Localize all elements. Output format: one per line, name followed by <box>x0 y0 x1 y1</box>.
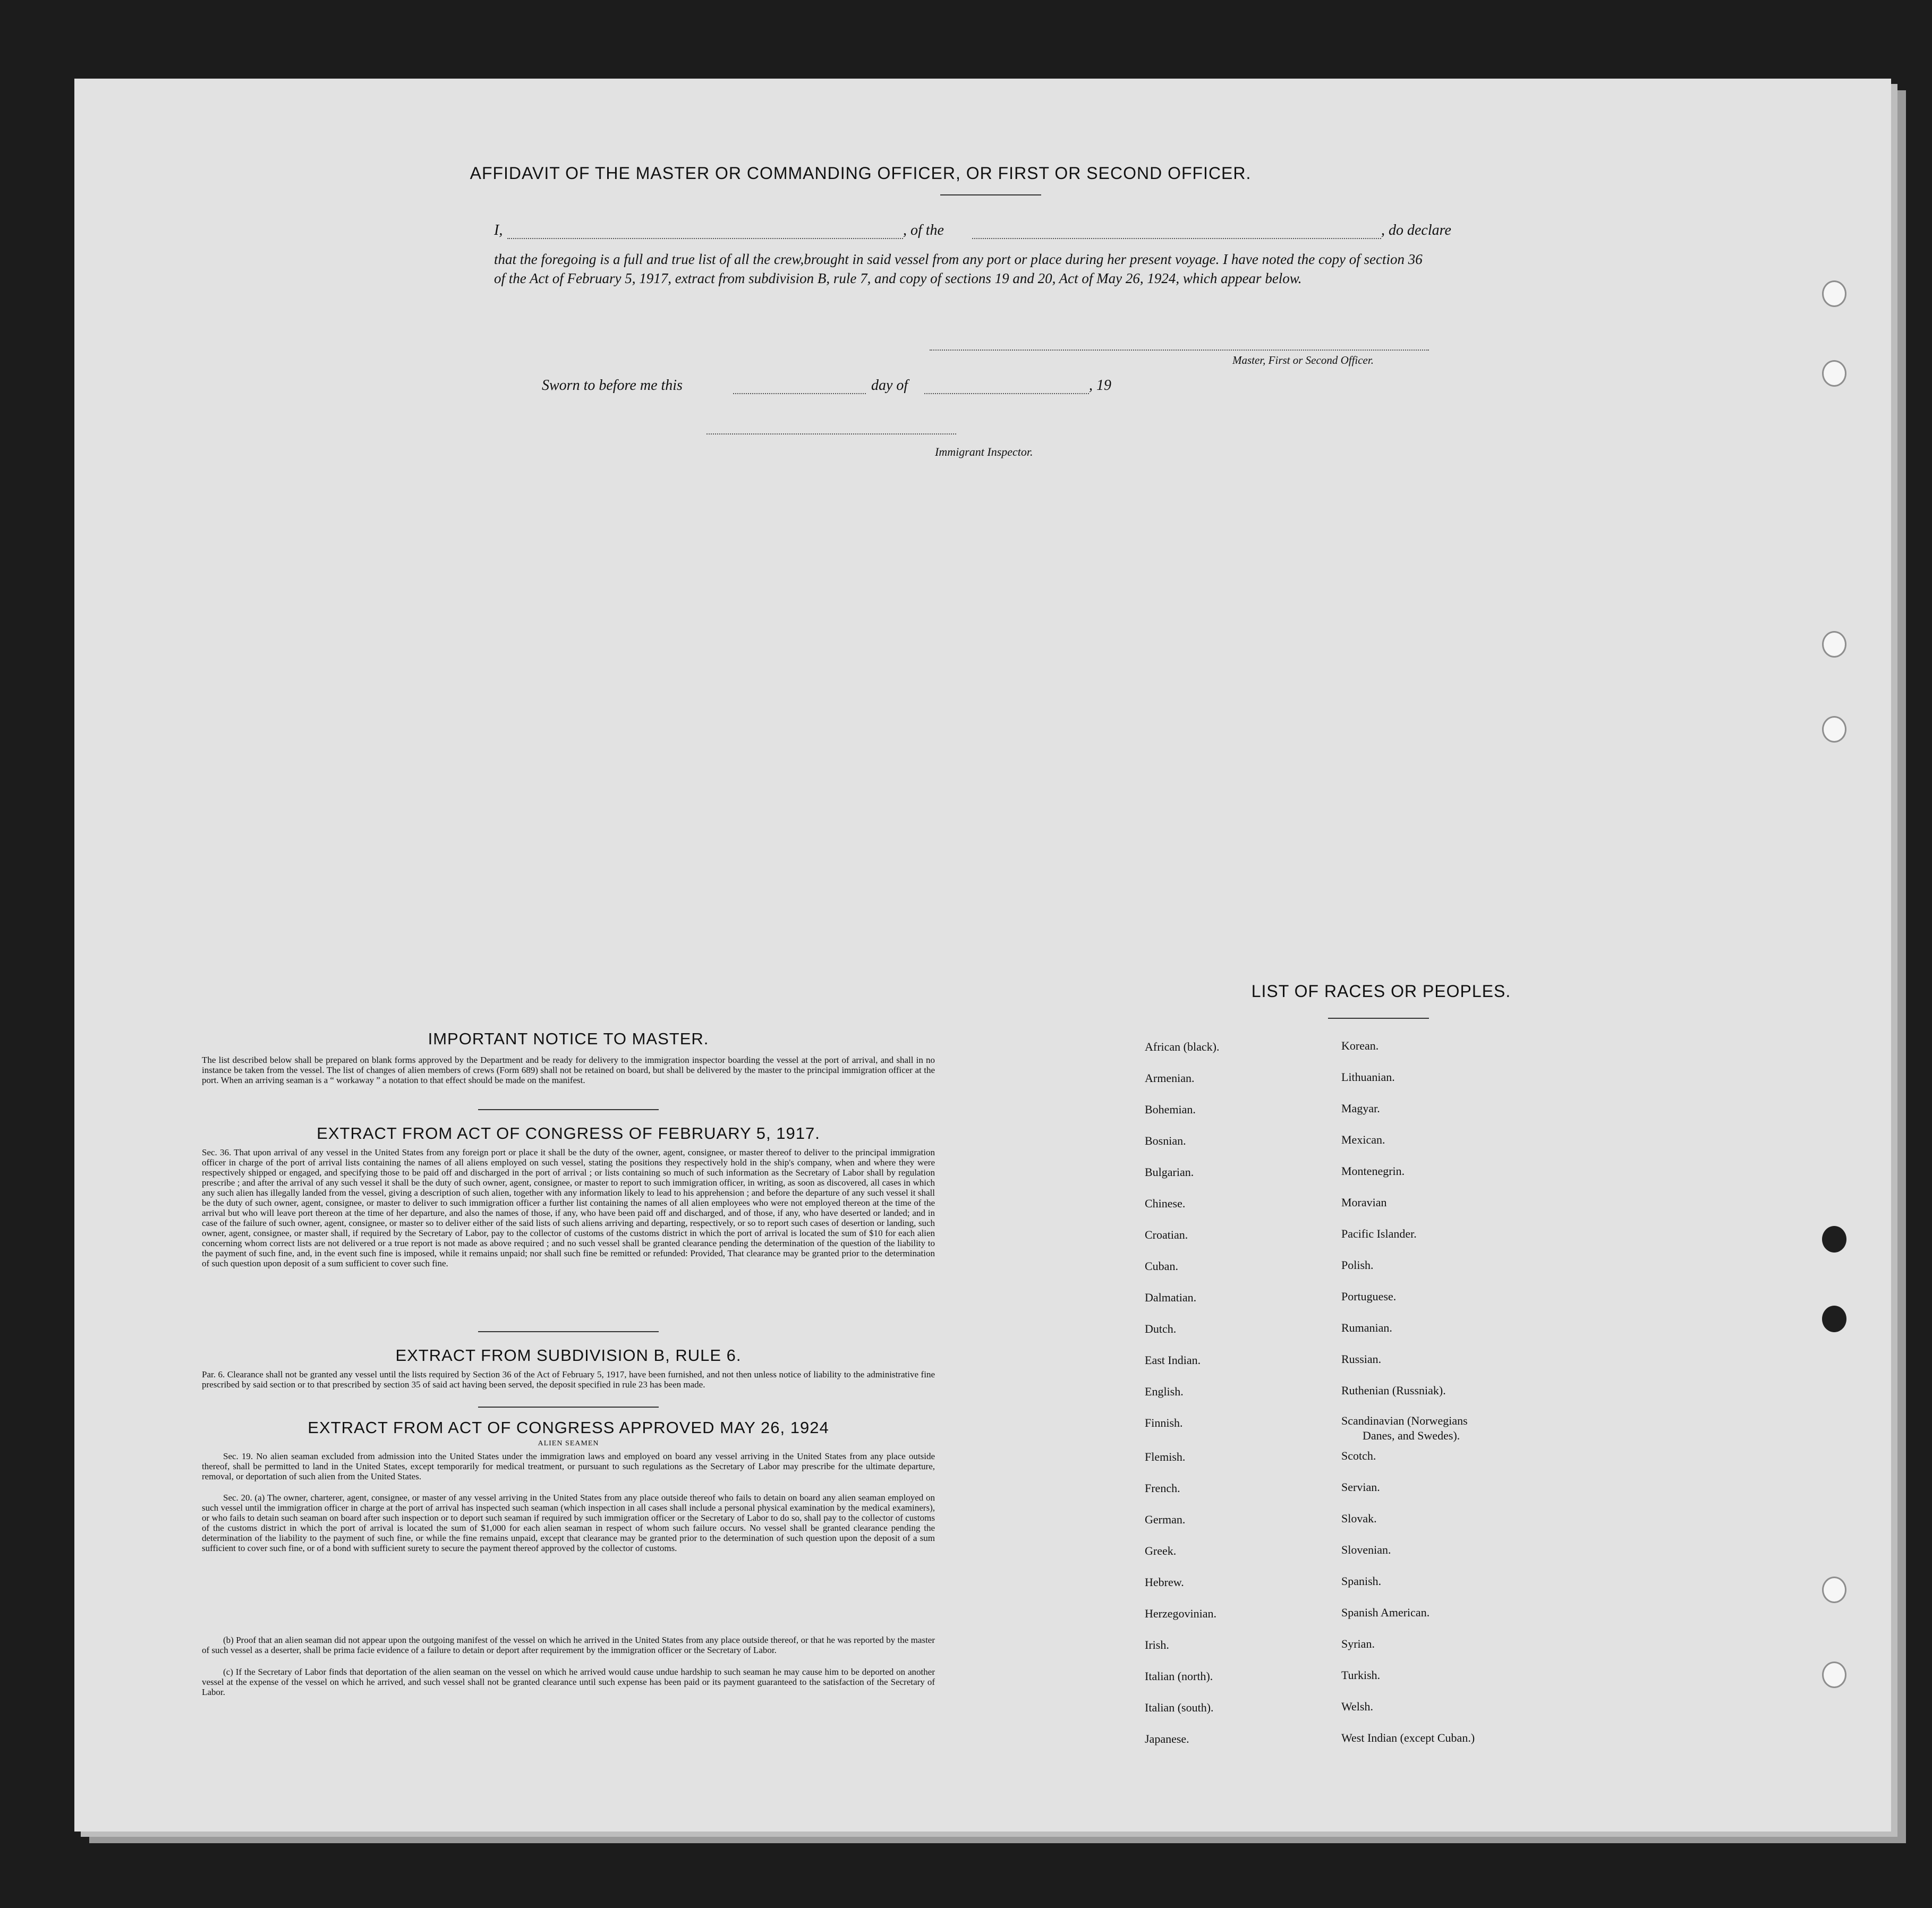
race-item: Syrian. <box>1341 1637 1375 1650</box>
race-item: English. <box>1145 1385 1184 1398</box>
race-item: Bosnian. <box>1145 1134 1186 1147</box>
races-title: LIST OF RACES OR PEOPLES. <box>1251 982 1511 1001</box>
race-item: Dalmatian. <box>1145 1291 1197 1304</box>
section-rule <box>478 1109 659 1110</box>
race-item: West Indian (except Cuban.) <box>1341 1731 1475 1744</box>
punch-hole <box>1822 1662 1846 1688</box>
race-item: Irish. <box>1145 1638 1169 1651</box>
race-item: Servian. <box>1341 1480 1380 1494</box>
race-item: Montenegrin. <box>1341 1164 1405 1178</box>
title-rule <box>940 194 1041 195</box>
race-item: Flemish. <box>1145 1450 1186 1463</box>
affidavit-title: AFFIDAVIT OF THE MASTER OR COMMANDING OFFICER, OR FIRST OR SECOND OFFICER. <box>470 164 1252 183</box>
race-item: Turkish. <box>1341 1668 1381 1682</box>
label-day-of: day of <box>871 377 908 394</box>
affidavit-body: that the foregoing is a full and true list of all the crew,brought in said vessel from any port or place during her present voyage. I have noted the copy of section 36 of the Act of February 5, 1917, extract from subdivision B, rule 7, and copy of sections 19 and 20, Act of May 26, 1924, which appear below. <box>494 251 1423 286</box>
punch-hole <box>1822 1306 1846 1332</box>
race-item: Scandinavian (Norwegians <box>1341 1414 1468 1427</box>
race-item: Pacific Islander. <box>1341 1227 1417 1240</box>
race-item: German. <box>1145 1513 1186 1526</box>
race-item: Slovak. <box>1341 1512 1377 1525</box>
races-title-rule <box>1328 1018 1429 1019</box>
punch-hole <box>1822 631 1846 658</box>
label-do-declare: , do declare <box>1381 222 1451 238</box>
extract-1917-title: EXTRACT FROM ACT OF CONGRESS OF FEBRUARY 5, 1917. <box>317 1124 820 1143</box>
race-item: Magyar. <box>1341 1102 1380 1115</box>
inspector-signature-line[interactable] <box>707 433 956 435</box>
race-item: Slovenian. <box>1341 1543 1391 1556</box>
sec-20b-text: (b) Proof that an alien seaman did not appear upon the outgoing manifest of the vessel on which he arrived in the United States from any place outside thereof, or that he was reported by the master of such vessel as a deserter, shall be prima facie evidence of a failure to detain or deport after requirement by the immigration officer or the Secretary of Labor. <box>202 1635 935 1655</box>
label-year: , 19 <box>1089 377 1111 394</box>
race-item: Polish. <box>1341 1258 1374 1272</box>
race-item: Italian (south). <box>1145 1701 1214 1714</box>
punch-hole <box>1822 1577 1846 1603</box>
race-item: Italian (north). <box>1145 1670 1213 1683</box>
inspector-caption: Immigrant Inspector. <box>935 445 1033 458</box>
race-item: Welsh. <box>1341 1700 1373 1713</box>
extract-1924-title: EXTRACT FROM ACT OF CONGRESS APPROVED MAY 26, 1924 <box>308 1418 829 1437</box>
extract-1924-subtitle: ALIEN SEAMEN <box>538 1439 599 1447</box>
punch-hole <box>1822 716 1846 743</box>
section-rule <box>478 1407 659 1408</box>
race-item: Dutch. <box>1145 1322 1177 1335</box>
affidavit-line1 <box>74 222 1891 243</box>
signature-caption: Master, First or Second Officer. <box>1232 354 1374 367</box>
subdivision-text: Par. 6. Clearance shall not be granted any vessel until the lists required by Section 36 of the Act of February 5, 1917, have been furnished, and not then unless notice of liability to the administrative fine prescribed by said section or to that prescribed by section 35 of said act having been served, the deposit specified in rule 23 has been made. <box>202 1369 935 1390</box>
race-item: Korean. <box>1341 1039 1379 1052</box>
race-item: Moravian <box>1341 1196 1387 1209</box>
subdivision-title: EXTRACT FROM SUBDIVISION B, RULE 6. <box>395 1346 742 1365</box>
sec-20a-text: Sec. 20. (a) The owner, charterer, agent, consignee, or master of any vessel arriving in the United States from any place outside thereof who fails to detain on board any alien seaman employed on such vessel until the immigration officer in charge at the port of arrival has inspected such seaman (which inspection in all cases shall include a personal physical examination by the medical examiners), or who fails to detain such seaman on board after such inspection or to deport such seaman if required by such immigration officer or the Secretary of Labor to do so, shall pay to the collector of customs of the customs district in which the port of arrival is located the sum of $1,000 for each alien seaman in respect of whom such failure occurs. No vessel shall be granted clearance pending the determination of the liability to the payment of such fine, or while the fine remains unpaid, except that clearance may be granted prior to the determination of such question upon the deposit of a sum sufficient to cover such fine, or of a bond with sufficient surety to secure the payment thereof approved by the collector of customs. <box>202 1493 935 1553</box>
race-item: Lithuanian. <box>1341 1070 1395 1084</box>
section-rule <box>478 1331 659 1332</box>
label-of-the: , of the <box>903 222 944 238</box>
race-item: East Indian. <box>1145 1353 1201 1367</box>
race-item: Chinese. <box>1145 1197 1186 1210</box>
label-sworn: Sworn to before me this <box>542 377 683 394</box>
extract-1917-text: Sec. 36. That upon arrival of any vessel in the United States from any foreign port or place it shall be the duty of the owner, agent, consignee, or master thereof to deliver to the principal immigration officer in charge of the port of arrival lists containing the names of all aliens employed on such vessel, stating the positions they respectively hold in the ship's company, when and where they were respectively shipped or engaged, and specifying those to be paid off and discharged in the port of arrival ; or lists containing so much of such information as the Secretary of Labor shall by regulation prescribe ; and after the arrival of any such vessel it shall be the duty of such owner, agent, consignee, or master to report to such immigration officer, in writing, as soon as discovered, all cases in which any such alien has illegally landed from the vessel, giving a description of such alien, together with any information likely to lead to his apprehension ; and before the departure of any such vessel it shall be the duty of such owner, agent, consignee, or master to deliver to such immigration officer a further list containing the names of all alien employees who were not employed thereon at the time of the arrival but who will leave port thereon at the time of her departure, and also the names of those, if any, who have been paid off and discharged, and of those, if any, who have deserted or landed; and in case of the failure of such owner, agent, consignee, or master so to deliver either of the said lists of such aliens arriving and departing, respectively, or so to report such cases of desertion or landing, such owner, agent, consignee, or master shall, if required by the Secretary of Labor, pay to the collector of customs of the customs district in which the port of arrival is located the sum of $10 for each alien concerning whom correct lists are not delivered or a true report is not made as above required ; and no such vessel shall be granted clearance pending the determination of the question of the liability to the payment of such fine, and, in the event such fine is imposed, while it remains unpaid; nor shall such fine be remitted or refunded: Provided, That clearance may be granted prior to the determination of such question upon deposit of a sum sufficient to cover such fine. <box>202 1147 935 1268</box>
race-item: Mexican. <box>1341 1133 1385 1146</box>
race-item: African (black). <box>1145 1040 1220 1053</box>
punch-hole <box>1822 1226 1846 1253</box>
race-item: Portuguese. <box>1341 1290 1397 1303</box>
race-item: Cuban. <box>1145 1259 1178 1273</box>
race-item: Bohemian. <box>1145 1103 1196 1116</box>
race-item: Russian. <box>1341 1352 1382 1366</box>
sec-19-text: Sec. 19. No alien seaman excluded from admission into the United States under the immigration laws and employed on board any vessel arriving in the United States from any place outside thereof, shall be permitted to land in the United States, except temporarily for medical treatment, or pursuant to such regulations as the Secretary of Labor may prescribe for the ultimate departure, removal, or deportation of such alien from the United States. <box>202 1451 935 1481</box>
race-item: Hebrew. <box>1145 1575 1184 1589</box>
race-item: Spanish. <box>1341 1574 1382 1588</box>
vessel-field[interactable] <box>972 238 1381 239</box>
race-item: Greek. <box>1145 1544 1177 1557</box>
race-item: French. <box>1145 1481 1180 1495</box>
sec-20c-text: (c) If the Secretary of Labor finds that deportation of the alien seaman on the vessel on which he arrived would cause undue hardship to such seaman he may cause him to be deported on another vessel at the expense of the vessel on which he arrived, and such vessel shall not be granted clearance until such expense has been paid or its payment guaranteed to the satisfaction of the Secretary of Labor. <box>202 1667 935 1697</box>
sworn-month-field[interactable] <box>924 393 1089 394</box>
race-item: Armenian. <box>1145 1071 1195 1085</box>
race-item: Herzegovinian. <box>1145 1607 1216 1620</box>
signature-line[interactable] <box>930 350 1429 351</box>
sworn-day-field[interactable] <box>733 393 866 394</box>
race-item: Scotch. <box>1341 1449 1376 1462</box>
document-page <box>74 79 1891 1832</box>
notice-title: IMPORTANT NOTICE TO MASTER. <box>428 1029 709 1048</box>
race-item: Bulgarian. <box>1145 1165 1194 1179</box>
punch-hole <box>1822 280 1846 307</box>
name-field[interactable] <box>507 238 903 239</box>
notice-text: The list described below shall be prepared on blank forms approved by the Department and be ready for delivery to the immigration inspector boarding the vessel at the port of arrival, and shall in no instance be taken from the vessel. The list of changes of alien members of crews (Form 689) shall not be retained on board, but shall be delivered by the master to the principal immigration officer at the port. When an arriving seaman is a “ workaway ” a notation to that effect should be made on the manifest. <box>202 1055 935 1085</box>
race-item: Rumanian. <box>1341 1321 1392 1334</box>
race-item: Croatian. <box>1145 1228 1188 1241</box>
label-i: I, <box>494 222 503 238</box>
race-item: Spanish American. <box>1341 1606 1430 1619</box>
race-item: Danes, and Swedes). <box>1363 1429 1460 1442</box>
race-item: Ruthenian (Russniak). <box>1341 1384 1446 1397</box>
race-item: Japanese. <box>1145 1732 1189 1745</box>
race-item: Finnish. <box>1145 1416 1183 1429</box>
sworn-line <box>74 377 1891 398</box>
